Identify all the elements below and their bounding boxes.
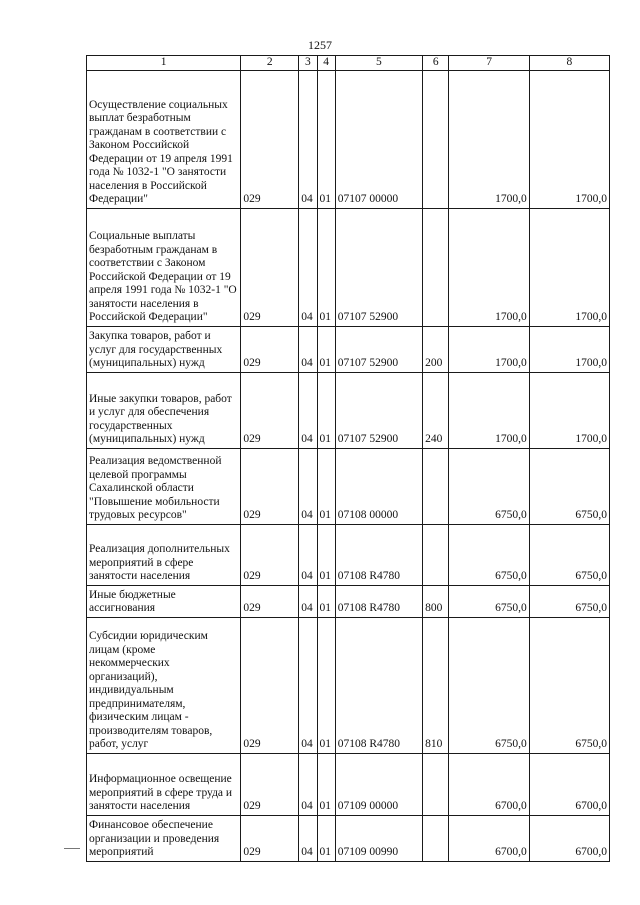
target-code: 07108 00000 — [335, 448, 422, 524]
subsection-code: 01 — [317, 585, 335, 617]
table-row — [87, 372, 610, 448]
value-column-8: 6700,0 — [529, 753, 609, 815]
value-column-7: 1700,0 — [449, 70, 529, 208]
column-header-8: 8 — [529, 56, 609, 71]
target-code: 07109 00990 — [335, 815, 422, 861]
row-name: Осуществление социальных выплат безработным гражданам в соответствии с Законом Российской Федерации от 19 апреля 1991 года № 1032-1 "О занятости населения в Российской Федерации" — [87, 70, 241, 208]
expense-type-code — [423, 70, 449, 208]
subsection-code: 01 — [317, 70, 335, 208]
column-header-3: 3 — [299, 56, 317, 71]
ministry-code: 029 — [241, 753, 299, 815]
ministry-code: 029 — [241, 70, 299, 208]
subsection-code: 01 — [317, 208, 335, 326]
expense-type-code: 200 — [423, 326, 449, 372]
value-column-8: 6750,0 — [529, 524, 609, 585]
value-column-8: 1700,0 — [529, 326, 609, 372]
section-code: 04 — [299, 208, 317, 326]
section-code: 04 — [299, 372, 317, 448]
target-code: 07108 R4780 — [335, 585, 422, 617]
value-column-7: 6750,0 — [449, 585, 529, 617]
column-header-5: 5 — [335, 56, 422, 71]
subsection-code: 01 — [317, 815, 335, 861]
subsection-code: 01 — [317, 617, 335, 753]
value-column-7: 6700,0 — [449, 753, 529, 815]
target-code: 07108 R4780 — [335, 524, 422, 585]
column-header-1: 1 — [87, 56, 241, 71]
section-code: 04 — [299, 448, 317, 524]
value-column-7: 6700,0 — [449, 815, 529, 861]
value-column-8: 6750,0 — [529, 617, 609, 753]
target-code: 07109 00000 — [335, 753, 422, 815]
value-column-7: 6750,0 — [449, 617, 529, 753]
value-column-7: 1700,0 — [449, 372, 529, 448]
expense-type-code — [423, 448, 449, 524]
subsection-code: 01 — [317, 326, 335, 372]
section-code: 04 — [299, 524, 317, 585]
section-code: 04 — [299, 585, 317, 617]
value-column-8: 1700,0 — [529, 372, 609, 448]
value-column-8: 6750,0 — [529, 448, 609, 524]
table-row — [87, 448, 610, 524]
row-name: Социальные выплаты безработным гражданам в соответствии с Законом Российской Федерации от 19 апреля 1991 года № 1032-1 "О занятости населения в Российской Федерации" — [87, 208, 241, 326]
value-column-7: 6750,0 — [449, 524, 529, 585]
value-column-7: 1700,0 — [449, 208, 529, 326]
expense-type-code: 810 — [423, 617, 449, 753]
table-row — [87, 70, 610, 208]
row-name: Иные закупки товаров, работ и услуг для обеспечения государственных (муниципальных) нужд — [87, 372, 241, 448]
budget-table — [86, 55, 610, 862]
table-row — [87, 524, 610, 585]
target-code: 07108 R4780 — [335, 617, 422, 753]
ministry-code: 029 — [241, 326, 299, 372]
target-code: 07107 52900 — [335, 326, 422, 372]
value-column-8: 1700,0 — [529, 70, 609, 208]
target-code: 07107 52900 — [335, 208, 422, 326]
column-header-4: 4 — [317, 56, 335, 71]
row-name: Финансовое обеспечение организации и проведения мероприятий — [87, 815, 241, 861]
section-code: 04 — [299, 753, 317, 815]
header-row — [87, 56, 610, 71]
row-name: Реализация ведомственной целевой программы Сахалинской области "Повышение мобильности трудовых ресурсов" — [87, 448, 241, 524]
ministry-code: 029 — [241, 585, 299, 617]
value-column-7: 6750,0 — [449, 448, 529, 524]
expense-type-code — [423, 753, 449, 815]
column-header-6: 6 — [423, 56, 449, 71]
ministry-code: 029 — [241, 815, 299, 861]
subsection-code: 01 — [317, 372, 335, 448]
row-name: Иные бюджетные ассигнования — [87, 585, 241, 617]
value-column-8: 1700,0 — [529, 208, 609, 326]
column-header-2: 2 — [241, 56, 299, 71]
section-code: 04 — [299, 70, 317, 208]
expense-type-code — [423, 208, 449, 326]
column-header-7: 7 — [449, 56, 529, 71]
section-code: 04 — [299, 617, 317, 753]
table-row — [87, 617, 610, 753]
expense-type-code — [423, 815, 449, 861]
expense-type-code — [423, 524, 449, 585]
ministry-code: 029 — [241, 208, 299, 326]
target-code: 07107 00000 — [335, 70, 422, 208]
subsection-code: 01 — [317, 448, 335, 524]
table-row — [87, 753, 610, 815]
ministry-code: 029 — [241, 372, 299, 448]
row-name: Закупка товаров, работ и услуг для государственных (муниципальных) нужд — [87, 326, 241, 372]
value-column-7: 1700,0 — [449, 326, 529, 372]
value-column-8: 6750,0 — [529, 585, 609, 617]
row-name: Субсидии юридическим лицам (кроме некоммерческих организаций), индивидуальным предпринимателям, физическим лицам - производителям товаров, работ, услуг — [87, 617, 241, 753]
ministry-code: 029 — [241, 448, 299, 524]
page-number: 1257 — [308, 38, 332, 52]
target-code: 07107 52900 — [335, 372, 422, 448]
expense-type-code: 800 — [423, 585, 449, 617]
expense-type-code: 240 — [423, 372, 449, 448]
scan-speck — [64, 848, 80, 849]
section-code: 04 — [299, 815, 317, 861]
table-row — [87, 585, 610, 617]
subsection-code: 01 — [317, 524, 335, 585]
table-row — [87, 326, 610, 372]
table-row — [87, 208, 610, 326]
table-row — [87, 815, 610, 861]
section-code: 04 — [299, 326, 317, 372]
row-name: Информационное освещение мероприятий в сфере труда и занятости населения — [87, 753, 241, 815]
subsection-code: 01 — [317, 753, 335, 815]
ministry-code: 029 — [241, 617, 299, 753]
ministry-code: 029 — [241, 524, 299, 585]
value-column-8: 6700,0 — [529, 815, 609, 861]
row-name: Реализация дополнительных мероприятий в сфере занятости населения — [87, 524, 241, 585]
